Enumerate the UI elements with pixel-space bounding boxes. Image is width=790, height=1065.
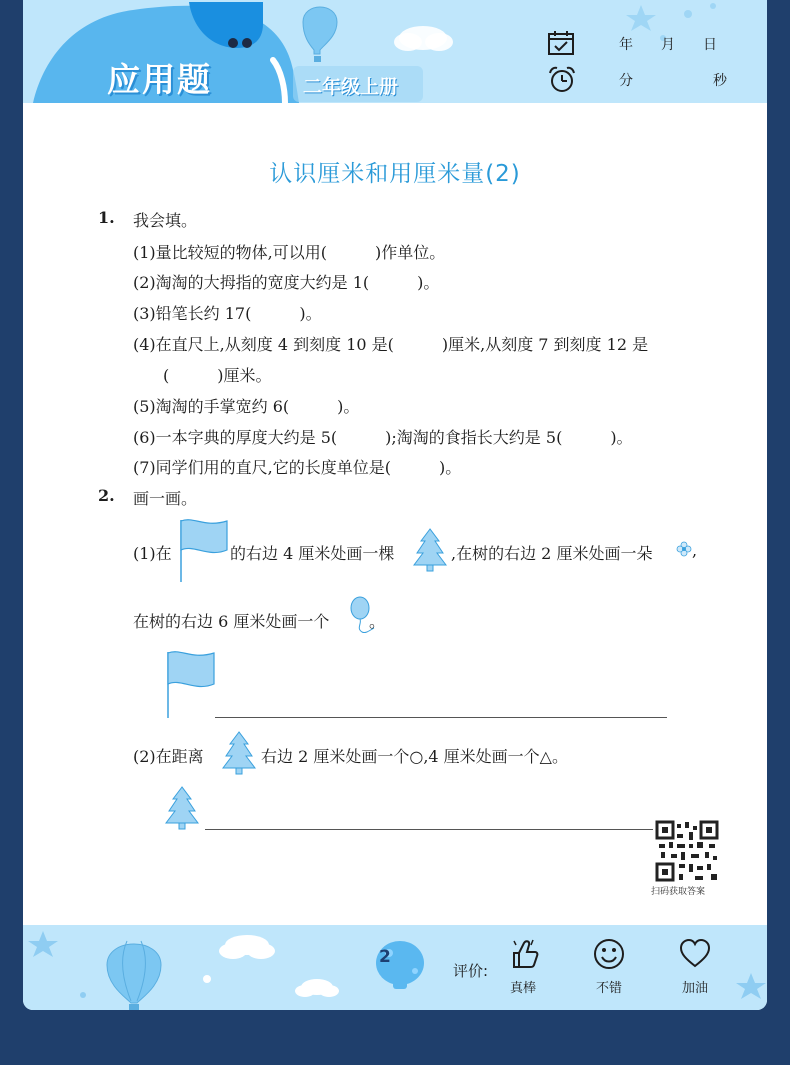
minute-label: 分: [619, 73, 633, 89]
qr-label: 扫码获取答案: [651, 887, 706, 897]
question-2-part-1-a: (1)在: [133, 544, 172, 563]
thumbs-up-icon: [506, 937, 540, 971]
question-2-part-1-c: ,在树的右边 2 厘米处画一朵: [451, 544, 653, 563]
smiley-icon: [592, 937, 626, 971]
evaluation-great-label: 真棒: [509, 981, 536, 996]
month-label: 月: [661, 37, 675, 53]
footer-banner: [23, 925, 767, 1010]
question-1-item-4: (4)在直尺上,从刻度 4 到刻度 10 是( )厘米,从刻度 7 到刻度 12 是: [133, 335, 649, 354]
question-2-part-1-d: ,: [692, 541, 698, 560]
evaluation-good[interactable]: [579, 937, 639, 996]
worksheet-title: 认识厘米和用厘米量(2): [269, 161, 521, 187]
tree-icon: [411, 527, 449, 573]
time-row: [541, 66, 741, 92]
question-1-item-3: (3)铅笔长约 17( )。: [133, 304, 322, 323]
flag-drawing-start: [165, 650, 217, 720]
header-banner: [23, 0, 767, 103]
question-1-item-4-cont: ( )厘米。: [163, 366, 272, 385]
evaluation-good-label: 不错: [595, 981, 622, 996]
heart-icon: [678, 937, 712, 971]
question-2-prompt: 画一画。: [133, 489, 198, 508]
evaluation-keep-going-label: 加油: [681, 981, 708, 996]
year-label: 年: [619, 37, 633, 53]
question-1-number: 1.: [98, 208, 115, 227]
question-2-number: 2.: [98, 486, 115, 505]
evaluation-great[interactable]: [493, 937, 553, 996]
worksheet-page: [23, 0, 767, 1010]
drawing-line-1: [215, 717, 667, 718]
flag-icon: [178, 518, 230, 584]
question-1-item-1: (1)量比较短的物体,可以用( )作单位。: [133, 243, 446, 262]
question-1-prompt: 我会填。: [133, 211, 198, 230]
qr-code[interactable]: [655, 820, 719, 882]
question-2-part-1-f: 。: [369, 612, 386, 631]
evaluation-keep-going[interactable]: [665, 937, 725, 996]
question-2-part-2-b: 右边 2 厘米处画一个○,4 厘米处画一个△。: [261, 747, 568, 766]
question-1-item-6: (6)一本字典的厚度大约是 5( );淘淘的食指长大约是 5( )。: [133, 428, 633, 447]
header-subtitle: 二年级上册: [303, 76, 399, 98]
date-row: [541, 30, 741, 56]
page-number: 2: [379, 947, 391, 967]
tree-drawing-start: [163, 785, 201, 831]
flower-icon: [676, 541, 692, 557]
question-2-part-1-b: 的右边 4 厘米处画一棵: [230, 544, 395, 563]
header-title: 应用题: [107, 60, 212, 99]
evaluation-label: 评价:: [453, 962, 489, 980]
footer-decoration: [23, 925, 767, 1010]
alarm-clock-icon: [546, 66, 578, 94]
question-2-part-1-e: 在树的右边 6 厘米处画一个: [133, 612, 330, 631]
drawing-line-2: [205, 829, 653, 830]
second-label: 秒: [713, 73, 727, 89]
calendar-icon: [546, 30, 576, 56]
day-label: 日: [703, 37, 717, 53]
question-1-item-2: (2)淘淘的大拇指的宽度大约是 1( )。: [133, 273, 440, 292]
question-1-item-5: (5)淘淘的手掌宽约 6( )。: [133, 397, 360, 416]
question-2-part-2-a: (2)在距离: [133, 747, 204, 766]
question-1-item-7: (7)同学们用的直尺,它的长度单位是( )。: [133, 458, 462, 477]
tree-icon: [220, 730, 258, 776]
